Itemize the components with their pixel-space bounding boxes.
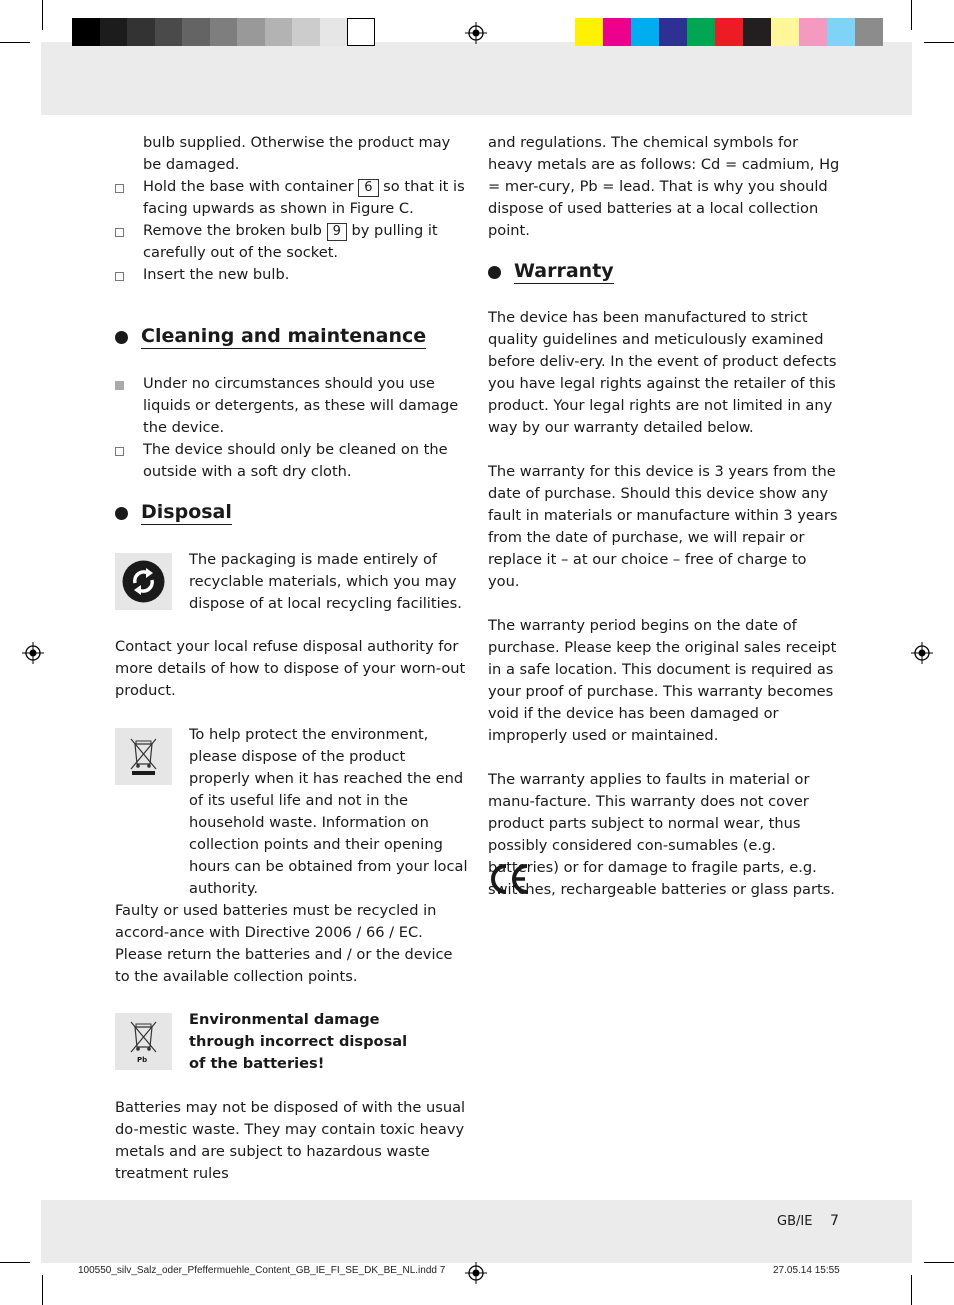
color-swatch	[799, 18, 827, 46]
checkbox-icon	[115, 272, 124, 281]
step-item: Insert the new bulb.	[115, 264, 468, 286]
checkbox-icon	[115, 447, 124, 456]
timestamp: 27.05.14 15:55	[773, 1265, 840, 1276]
list-item: Under no circumstances should you use liquids or detergents, as these will damage the device.	[115, 373, 468, 439]
crop-mark	[911, 1275, 912, 1305]
part-reference: 9	[327, 223, 347, 241]
gray-swatch	[72, 18, 100, 46]
footer-band	[41, 1200, 912, 1263]
bullet-dot-icon	[115, 331, 128, 344]
pb-label: Pb	[137, 1056, 148, 1064]
battery-disposal-icon	[115, 1013, 172, 1070]
ce-mark	[487, 860, 531, 898]
bullet-dot-icon	[115, 507, 128, 520]
crop-mark	[0, 1262, 30, 1263]
gray-swatch	[210, 18, 238, 46]
warranty-paragraph: The device has been manufactured to strict quality guidelines and meticulously examined before deliv-ery. In the event of product defects you have legal rights against the retailer of this product. Your legal rights are not limited in any way by our warranty detailed below.	[488, 309, 837, 436]
cleaning-heading: Cleaning and maintenance	[115, 325, 426, 349]
gray-swatch	[155, 18, 183, 46]
warranty-heading: Warranty	[488, 260, 614, 284]
page-number: 7	[830, 1213, 839, 1229]
recycling-icon	[115, 553, 172, 610]
registration-mark-icon	[465, 22, 487, 44]
warranty-text	[488, 307, 841, 901]
weee-bin-icon	[115, 728, 172, 785]
contact-text: Contact your local refuse disposal authority for more details of how to dispose of your worn-out product.	[115, 638, 466, 699]
checkbox-icon	[115, 228, 124, 237]
disposal-heading: Disposal	[115, 501, 232, 525]
gray-swatch	[127, 18, 155, 46]
gray-swatch	[100, 18, 128, 46]
crop-mark	[924, 42, 954, 43]
color-swatch	[771, 18, 799, 46]
gray-swatch	[292, 18, 320, 46]
crop-mark	[911, 0, 912, 30]
warranty-paragraph: The warranty applies to faults in material or manu-facture. This warranty does not cover product parts subject to normal wear, thus possibly considered con-sumables (e.g. batteries) or for damage to fragile parts, e.g. switches, rechargeable batteries or glass parts.	[488, 771, 835, 898]
step-item: Hold the base with container 6 so that it is facing upwards as shown in Figure C.	[115, 176, 468, 220]
page-label: GB/IE	[777, 1214, 813, 1229]
color-swatch	[715, 18, 743, 46]
registration-mark-icon	[22, 642, 44, 664]
gray-swatch	[347, 18, 375, 46]
weee-text: To help protect the environment, please dispose of the product properly when it has reached the end of its useful life and not in the household waste. Information on collection points and their opening hours can be obtained from your local authority.	[189, 726, 468, 897]
color-swatch	[827, 18, 855, 46]
environmental-warning: Environmental damage through incorrect disposal of the batteries!	[189, 1011, 408, 1072]
crop-mark	[0, 42, 30, 43]
color-swatch	[659, 18, 687, 46]
warranty-paragraph: The warranty for this device is 3 years from the date of purchase. Should this device show any fault in materials or manufacture within 3 years from the date of purchase, we will repair or replace it – at our choice – free of charge to you.	[488, 463, 838, 590]
part-reference: 6	[358, 179, 378, 197]
color-swatch	[603, 18, 631, 46]
intro-text: bulb supplied. Otherwise the product may be damaged.	[143, 134, 451, 173]
list-item: The device should only be cleaned on the outside with a soft dry cloth.	[115, 439, 468, 483]
packaging-text: The packaging is made entirely of recyclable materials, which you may dispose of at local recycling facilities.	[189, 551, 462, 612]
batteries-text: Faulty or used batteries must be recycled in accord-ance with Directive 2006 / 66 / EC. Please return the batteries and / or the device to the available collection points.	[115, 902, 453, 985]
color-swatch	[575, 18, 603, 46]
gray-swatch	[182, 18, 210, 46]
registration-mark-icon	[465, 1262, 487, 1284]
step-item: Remove the broken bulb 9 by pulling it carefully out of the socket.	[115, 220, 468, 264]
square-bullet-icon	[115, 381, 124, 390]
gray-swatch	[237, 18, 265, 46]
batteries-waste-text: Batteries may not be disposed of with the usual do-mestic waste. They may contain toxic heavy metals and are subject to hazardous waste treatment rules	[115, 1099, 466, 1182]
gray-swatch	[320, 18, 348, 46]
color-swatch	[687, 18, 715, 46]
color-swatch	[855, 18, 883, 46]
gray-swatch	[265, 18, 293, 46]
crop-mark	[42, 0, 43, 30]
color-swatch	[743, 18, 771, 46]
color-swatch	[631, 18, 659, 46]
warranty-paragraph: The warranty period begins on the date of purchase. Please keep the original sales receipt in a safe location. This document is required as your proof of purchase. This warranty becomes void if the device has been damaged or improperly used or maintained.	[488, 617, 837, 744]
bullet-dot-icon	[488, 266, 501, 279]
file-name: 100550_silv_Salz_oder_Pfeffermuehle_Content_GB_IE_FI_SE_DK_BE_NL.indd 7	[78, 1265, 446, 1276]
crop-mark	[42, 1275, 43, 1305]
checkbox-icon	[115, 184, 124, 193]
continued-text: and regulations. The chemical symbols for heavy metals are as follows: Cd = cadmium, Hg = mer-cury, Pb = lead. That is why you should dispose of used batteries at a local collection point.	[488, 134, 840, 239]
cleaning-list	[115, 373, 468, 483]
replacement-steps	[115, 176, 468, 286]
crop-mark	[924, 1262, 954, 1263]
header-band	[41, 42, 912, 115]
registration-mark-icon	[911, 642, 933, 664]
